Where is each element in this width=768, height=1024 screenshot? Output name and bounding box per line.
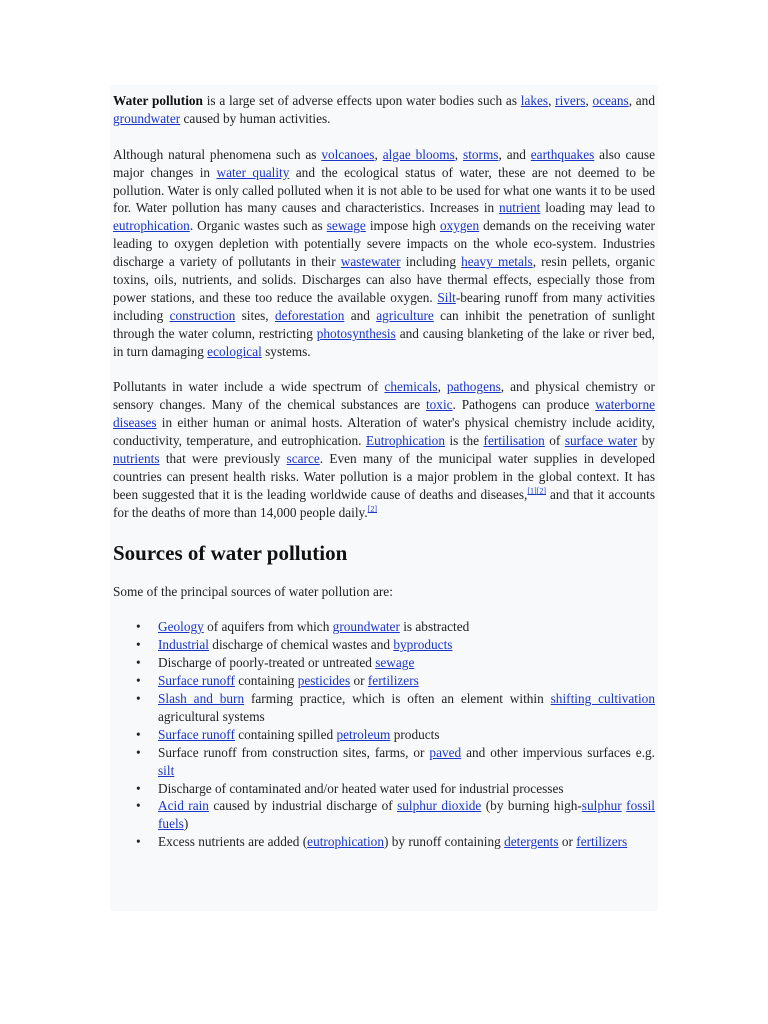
text: caused by human activities. — [180, 110, 331, 126]
link-groundwater[interactable]: groundwater — [113, 110, 181, 126]
text: . Pathogens can produce — [452, 397, 596, 413]
text: and other impervious surfaces e.g. — [461, 744, 655, 760]
text: agricultural systems — [158, 708, 265, 724]
link-fertilizers-2[interactable]: fertilizers — [576, 834, 628, 850]
text: systems. — [261, 343, 311, 359]
text: , — [585, 93, 593, 108]
text: discharge of chemical wastes and — [208, 637, 394, 653]
text: ) by runoff containing — [383, 834, 505, 850]
link-ecological[interactable]: ecological — [207, 343, 262, 359]
text: and that it accounts for the deaths of more than 14,000 people daily. — [113, 486, 655, 520]
text: also cause major changes in — [113, 146, 655, 180]
link-byproducts[interactable]: byproducts — [393, 637, 453, 653]
text: , resin pellets, organic toxins, oils, nutrients, and solids. Discharges can also have thermal effects, especially those from power stations, and these too reduce the available oxygen. — [113, 254, 655, 305]
link-silt-2[interactable]: silt — [158, 762, 175, 778]
list-item — [136, 797, 655, 833]
list-item — [136, 744, 655, 780]
text: is abstracted — [399, 619, 470, 635]
intro-paragraph — [113, 92, 655, 128]
link-heavy-metals[interactable]: heavy metals — [461, 254, 533, 270]
text: including — [400, 254, 462, 270]
text: , — [437, 379, 447, 395]
list-item — [136, 726, 655, 744]
text: Although natural phenomena such as — [113, 146, 322, 162]
pollutants-paragraph — [113, 378, 655, 521]
link-pesticides[interactable]: pesticides — [297, 673, 351, 689]
link-detergents[interactable]: detergents — [504, 834, 559, 850]
text: Excess nutrients are added ( — [158, 834, 308, 850]
bullet-icon: • — [136, 780, 141, 796]
list-item — [136, 618, 655, 636]
link-eutrophication[interactable]: eutrophication — [113, 218, 190, 234]
citation-3[interactable]: [2] — [367, 504, 377, 514]
text: containing — [234, 673, 298, 689]
text: loading may lead to — [540, 200, 655, 216]
text: Discharge of poorly-treated or untreated — [158, 655, 376, 671]
text: -bearing runoff from many activities including — [113, 289, 655, 323]
link-wastewater[interactable]: wastewater — [340, 254, 401, 270]
link-pathogens[interactable]: pathogens — [446, 379, 501, 395]
text: demands on the receiving water leading to oxygen depletion with potentially severe impacts on the whole eco-system. Industries discharge a variety of pollutants in their — [113, 218, 655, 270]
link-earthquakes[interactable]: earthquakes — [530, 146, 595, 162]
link-nutrients[interactable]: nutrients — [113, 451, 160, 467]
text: by — [637, 433, 655, 449]
text: . Organic wastes such as — [189, 218, 327, 234]
text: Pollutants in water include a wide spectrum of — [113, 379, 385, 395]
term-water-pollution: Water pollution — [113, 93, 203, 108]
bullet-icon: • — [136, 619, 141, 635]
text: , — [374, 146, 383, 162]
citation-2[interactable]: [2] — [536, 486, 547, 496]
text: of aquifers from which — [203, 619, 333, 635]
link-sulphur-dioxide[interactable]: sulphur dioxide — [397, 798, 482, 814]
text: farming practice, which is often an element within — [244, 691, 551, 707]
text: . Even many of the municipal water supplies in developed countries can present health risks. Water pollution is a major problem in the global context. It has been suggested that it is the leading worldwide cause of deaths and diseases, — [113, 451, 655, 502]
bullet-icon: • — [136, 655, 141, 671]
text: caused by industrial discharge of — [208, 798, 398, 814]
link-paved[interactable]: paved — [429, 744, 462, 760]
bullet-icon: • — [136, 834, 141, 850]
text: , and — [628, 93, 655, 108]
link-eutrophication-3[interactable]: eutrophication — [307, 834, 384, 850]
text: Discharge of contaminated and/or heated water used for industrial processes — [158, 780, 564, 796]
link-surface-runoff[interactable]: Surface runoff — [158, 673, 235, 689]
text: containing spilled — [234, 726, 337, 742]
text: is the — [444, 433, 484, 449]
link-oceans[interactable]: oceans — [592, 93, 629, 108]
text: is a large set of adverse effects upon water bodies such as — [202, 93, 521, 108]
link-shifting-cultivation[interactable]: shifting cultivation — [550, 691, 655, 707]
text: or — [350, 673, 368, 689]
link-surface-water[interactable]: surface water — [564, 433, 638, 449]
text: Surface runoff from construction sites, farms, or — [158, 744, 430, 760]
link-fossil-fuels[interactable]: fossil fuels — [158, 798, 655, 832]
sources-list — [113, 618, 655, 851]
link-slash-and-burn[interactable]: Slash and burn — [158, 691, 245, 707]
text: products — [390, 726, 440, 742]
bullet-icon: • — [136, 798, 141, 814]
link-water-quality[interactable]: water quality — [216, 164, 290, 180]
link-geology[interactable]: Geology — [158, 619, 204, 635]
link-agriculture[interactable]: agriculture — [376, 307, 434, 323]
link-petroleum[interactable]: petroleum — [336, 726, 391, 742]
link-fertilizers[interactable]: fertilizers — [367, 673, 419, 689]
link-fertilisation[interactable]: fertilisation — [483, 433, 545, 449]
article-content — [113, 92, 655, 851]
link-surface-runoff-2[interactable]: Surface runoff — [158, 726, 235, 742]
link-chemicals[interactable]: chemicals — [384, 379, 438, 395]
link-rivers[interactable]: rivers — [555, 93, 586, 108]
text: and causing blanketing of the lake or river bed, in turn damaging — [113, 325, 655, 359]
link-sulphur[interactable]: sulphur — [581, 798, 622, 814]
list-item — [136, 833, 655, 851]
link-eutrophication-2[interactable]: Eutrophication — [365, 433, 445, 449]
link-industrial[interactable]: Industrial — [158, 637, 209, 653]
bullet-icon: • — [136, 691, 141, 707]
bullet-icon: • — [136, 726, 141, 742]
text: ) — [183, 816, 189, 832]
text: in either human or animal hosts. Alteration of water's physical chemistry include acidity, conductivity, temperature, and eutrophication. — [113, 415, 655, 449]
text: or — [558, 834, 577, 850]
link-photosynthesis[interactable]: photosynthesis — [316, 325, 396, 341]
link-waterborne-diseases[interactable]: waterborne diseases — [113, 397, 655, 431]
text: (by burning high- — [481, 798, 582, 814]
link-sewage[interactable]: sewage — [326, 218, 366, 234]
link-nutrient[interactable]: nutrient — [499, 200, 541, 216]
text: , and — [498, 146, 531, 162]
text: sites, — [235, 307, 275, 323]
text: and — [344, 307, 377, 323]
link-lakes[interactable]: lakes — [520, 93, 549, 108]
text: that were previously — [159, 451, 287, 467]
list-item — [136, 636, 655, 654]
link-volcanoes[interactable]: volcanoes — [321, 146, 375, 162]
citation-1[interactable]: [1] — [527, 486, 537, 496]
link-silt[interactable]: Silt — [437, 289, 456, 305]
text: , — [454, 146, 464, 162]
bullet-icon: • — [136, 637, 141, 653]
link-groundwater-2[interactable]: groundwater — [332, 619, 400, 635]
text: impose high — [365, 218, 440, 234]
link-deforestation[interactable]: deforestation — [274, 307, 345, 323]
list-item — [136, 690, 655, 726]
list-item — [136, 654, 655, 672]
sources-intro: Some of the principal sources of water pollution are: — [113, 583, 393, 599]
text: , — [548, 93, 556, 108]
section-heading: Sources of water pollution — [113, 540, 348, 565]
link-construction[interactable]: construction — [169, 307, 236, 323]
bullet-icon: • — [136, 673, 141, 689]
link-scarce[interactable]: scarce — [286, 451, 320, 467]
list-item — [136, 672, 655, 690]
link-storms[interactable]: storms — [463, 146, 499, 162]
link-oxygen[interactable]: oxygen — [439, 218, 480, 234]
text: can inhibit the penetration of sunlight through the water column, restricting — [113, 307, 655, 341]
phenomena-paragraph — [113, 146, 655, 361]
text: , and physical chemistry or sensory changes. Many of the chemical substances are — [113, 379, 655, 413]
link-acid-rain[interactable]: Acid rain — [158, 798, 209, 814]
link-sewage-2[interactable]: sewage — [375, 655, 415, 671]
bullet-icon: • — [136, 744, 141, 760]
text: of — [544, 433, 565, 449]
link-toxic[interactable]: toxic — [425, 397, 453, 413]
list-item — [136, 780, 655, 798]
text: and the ecological status of water, these are not deemed to be pollution. Water is only called polluted when it is not able to be used for what one wants it to be used for. Water pollution has many causes and characteristics. Increases in — [113, 164, 656, 216]
link-algae-blooms[interactable]: algae blooms — [382, 146, 455, 162]
